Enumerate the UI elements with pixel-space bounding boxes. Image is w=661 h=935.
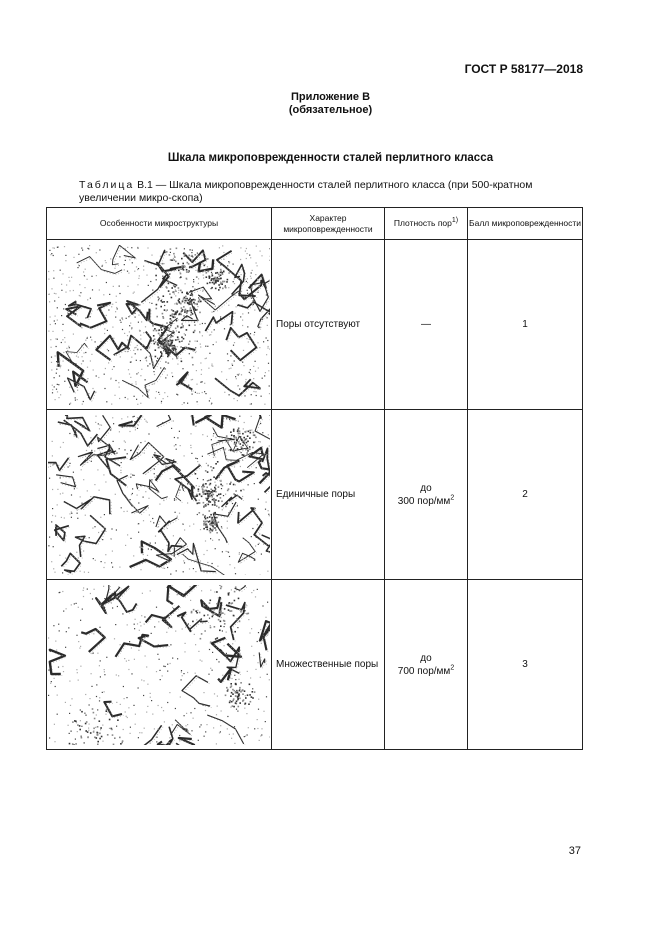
header-score: Балл микроповрежденности <box>468 208 583 240</box>
density-cell <box>385 240 468 410</box>
character-cell: Множественные поры <box>272 580 385 750</box>
section-heading: Шкала микроповрежденности сталей перлитного класса <box>167 152 494 164</box>
table-row <box>47 580 583 750</box>
density-exponent: 2 <box>450 664 455 672</box>
header-density-footnote: 1) <box>451 217 459 225</box>
header-structure: Особенности микроструктуры <box>47 208 272 240</box>
character-cell: Единичные поры <box>272 410 385 580</box>
density-value-line <box>385 318 467 331</box>
score-cell: 3 <box>468 580 583 750</box>
micrograph-no-pores-image <box>48 245 270 405</box>
score-cell: 2 <box>468 410 583 580</box>
table-row <box>47 410 583 580</box>
table-header-row <box>47 208 583 240</box>
structure-cell <box>47 240 272 410</box>
micrograph-multiple-pores-image <box>48 585 270 745</box>
density-value: 300 пор/мм <box>397 495 451 507</box>
density-prefix: до <box>420 482 432 494</box>
density-prefix: до <box>420 652 432 664</box>
density-exponent: 2 <box>450 494 455 502</box>
score-cell: 1 <box>468 240 583 410</box>
table-caption-text: В.1 — Шкала микроповрежденности сталей перлитного класса (при 500-кратном увеличении микро-скопа) <box>79 179 533 204</box>
annex-title: Приложение В <box>290 91 371 103</box>
density-cell <box>385 580 468 750</box>
density-cell <box>385 410 468 580</box>
micrograph-single-pores-image <box>48 415 270 575</box>
density-value-line <box>385 495 467 508</box>
annex-block <box>0 91 661 117</box>
microdamage-scale-table <box>46 207 583 750</box>
structure-cell <box>47 410 272 580</box>
table-row <box>47 240 583 410</box>
table-caption <box>79 179 584 205</box>
annex-status: (обязательное) <box>288 104 373 116</box>
standard-number: ГОСТ Р 58177—2018 <box>464 62 583 76</box>
header-density <box>385 208 468 240</box>
header-density-label: Плотность пор <box>393 218 452 228</box>
page-number: 37 <box>568 845 581 857</box>
density-value-line <box>385 665 467 678</box>
structure-cell <box>47 580 272 750</box>
table-caption-label: Таблица <box>79 179 135 191</box>
header-character: Характер микроповрежденности <box>272 208 385 240</box>
density-value: 700 пор/мм <box>397 665 451 677</box>
density-value: — <box>421 319 431 330</box>
character-cell: Поры отсутствуют <box>272 240 385 410</box>
